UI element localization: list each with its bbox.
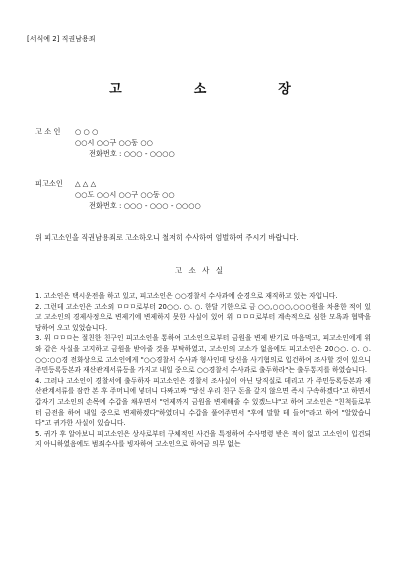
accused-label: 피고소인 [35,179,63,188]
title-char: 고 [109,82,122,97]
complainant-phone: 전화번호 : ○○○ - ○○○○ [89,149,175,158]
facts-paragraph: 1. 고소인은 택시운전을 하고 있고, 피고소인은 ○○경찰서 수사과에 순경으로 재직하고 있는 자입니다. [35,292,338,300]
facts-paragraph: 2. 그런데 고소인은 고소외 ㅁㅁㅁ로부터 20○○. ○. ○. 한달 기한으로 금 ○○,○○○,○○○원을 차용한 적이 있고 고소인의 경제사정으로 변제기에 변제하지 못한 사실이 있어 위 ㅁㅁㅁ로부터 계속적으로 심한 모욕과 협박을 당하여 오고 있었습니다. [35,302,371,332]
complainant-name: ○ ○ ○ [75,127,99,136]
section-title: 고 소 사 실 [174,266,226,275]
accused-block [35,178,201,211]
accused-phone: 전화번호 : ○○○ - ○○○ - ○○○○ [89,201,201,210]
complainant-address: ○○시 ○○구 ○○동 ○○ [75,138,153,147]
title-char: 소 [193,82,207,97]
complainant-block [35,126,175,159]
form-label: [서식예 2] 직권남용죄 [27,35,96,43]
document-title [0,78,400,97]
facts-paragraph: 4. 그러나 고소인이 경찰서에 출두하자 피고소인은 경찰서 조사실이 아닌 당직실로 데리고 가 주민등록등본과 재산관계서류를 잠깐 본 후 주머니에 넣더니 다짜고짜 "당신 우리 친구 돈을 갚지 않으면 즉시 구속하겠다"고 하면서 갑자기 고소인의 손목에 수갑을 채우면서 "언제까지 금원을 변제해줄 수 있겠느냐"고 하여 고소인은 "친척들로부터 금전을 하여 내일 중으로 변제하겠다"하였더니 수갑을 풀어주면서 "후에 말할 테 들어"라고 하여 "알았습니다"고 귀가한 사실이 있습니다. [35,376,371,428]
request-statement: 위 피고소인을 직권남용죄로 고소하오니 철저히 수사하여 엄벌하여 주시기 바랍니다. [35,233,299,242]
complainant-label: 고 소 인 [35,127,61,136]
accused-address: ○○도 ○○시 ○○구 ○○동 ○○ [75,190,175,199]
facts-paragraph: 3. 위 ㅁㅁㅁ는 절친한 친구인 피고소인을 통하여 고소인으로부터 금원을 변제 받기로 마음먹고, 피고소인에게 위와 같은 사실을 고지하고 금원을 받아줄 것을 부탁하였고, 고소인의 고소가 없음에도 피고소인은 20○○. ○. ○. ○○:○○경 전화상으로 고소인에게 "○○경찰서 수사과 형사인데 당신을 사기혐의로 입건하여 조사할 것이 있으니 주민등록등본과 재산관계서류등을 가지고 내일 중으로 ○○경찰서 수사과로 출두하라"는 출두통지를 하였습니다. [35,334,371,375]
facts-body [35,291,371,450]
title-char: 장 [278,82,291,97]
accused-name: △ △ △ [75,179,97,188]
facts-paragraph: 5. 귀가 후 알아보니 피고소인은 상사로부터 구체적인 사건을 특정하여 수사명령 받은 적이 없고 고소인이 입건되지 아니하였음에도 범죄수사를 빙자하여 고소인으로 하여금 의무 없는 [35,429,371,449]
